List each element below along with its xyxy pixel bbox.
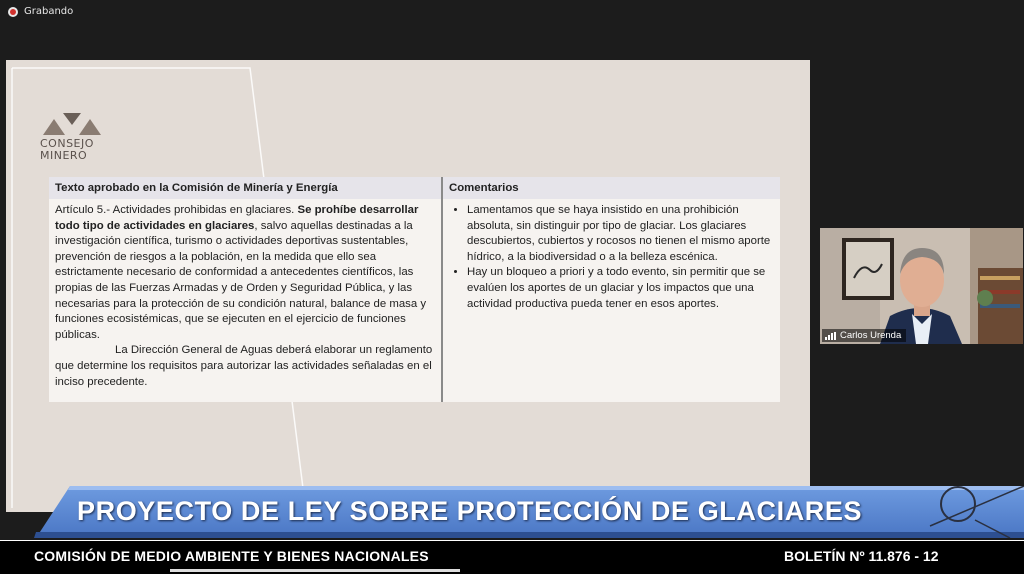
shared-slide	[6, 60, 810, 512]
participant-video-tile[interactable]	[820, 228, 1023, 344]
table-header-row	[49, 177, 780, 199]
recording-label: Grabando	[24, 6, 74, 17]
article-text-bold: Se prohíbe desarrollar todo tipo de actividades en glaciares	[55, 204, 419, 232]
banner-title: PROYECTO DE LEY SOBRE PROTECCIÓN DE GLACIARES	[77, 496, 863, 526]
header-comments: Comentarios	[442, 177, 780, 199]
comments-list	[449, 203, 774, 312]
commission-name: COMISIÓN DE MEDIO AMBIENTE Y BIENES NACIONALES	[34, 548, 429, 564]
participant-video-image	[820, 228, 1023, 344]
comparison-table	[49, 177, 780, 402]
signal-strength-icon	[825, 332, 836, 340]
article-text-part2: , salvo aquellas destinadas a la investigación científica, turismo o actividades deportivas sustentables, prevención de riesgos a la población, en la medida que ello sea estrictamente necesario de conformidad a antecedentes científicos, las propias de las Fuerzas Armadas y de Orden y Seguridad Pública, y las necesarias para la protección de su condición natural, balance de masa y funciones ecosistémicas, que se ejecuten en el ejercicio de funciones públicas.	[55, 219, 427, 341]
bulletin-number: BOLETÍN Nº 11.876 - 12	[784, 548, 939, 564]
approved-text-cell	[49, 199, 442, 402]
comments-cell	[442, 199, 780, 402]
recording-indicator	[8, 6, 73, 17]
table-row	[49, 199, 780, 402]
logo-line2: MINERO	[40, 149, 88, 162]
comment-item: • Hay un bloqueo a priori y a todo evento, sin permitir que se evalúen los aportes de un glaciar y los impactos que una actividad productiva pueda tener en esos aportes.	[467, 265, 774, 312]
header-approved-text: Texto aprobado en la Comisión de Minería y Energía	[49, 177, 442, 199]
participant-name-tag	[822, 329, 906, 342]
comment-item: • Lamentamos que se haya insistido en una prohibición absoluta, sin distinguir por tipo de glaciar. Los glaciares descubiertos, cubiertos y rocosos no tienen el mismo aporte hídrico, a la biodiversidad o a la belleza escénica.	[467, 203, 774, 265]
article-text-part1: Artículo 5.- Actividades prohibidas en glaciares.	[55, 204, 298, 216]
participant-name: Carlos Urenda	[840, 330, 902, 341]
logo-line1: CONSEJO	[40, 137, 94, 150]
logo-text	[40, 138, 94, 162]
record-icon	[8, 7, 18, 17]
divider	[170, 569, 460, 572]
article-text-part3: La Dirección General de Aguas deberá elaborar un reglamento que determine los requisitos para autorizar las actividades señaladas en el inciso precedente.	[55, 344, 433, 388]
